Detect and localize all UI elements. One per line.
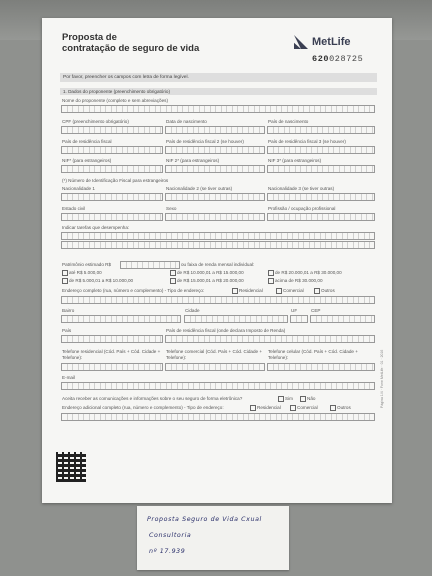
extra-address-type-residential[interactable] bbox=[250, 405, 281, 411]
electronic-yes-option[interactable] bbox=[278, 396, 293, 402]
label-nif-1: NIF* (para estrangeiros) bbox=[62, 158, 112, 163]
electronic-yes-label: Sim bbox=[285, 396, 293, 402]
label-sex: Sexo bbox=[166, 206, 177, 211]
profession-field[interactable] bbox=[267, 213, 375, 221]
checkbox-icon[interactable] bbox=[314, 288, 320, 294]
note-line-2: Consultoria bbox=[149, 532, 192, 539]
uf-field[interactable] bbox=[290, 315, 308, 323]
handwritten-note bbox=[137, 506, 289, 570]
extra-address-commercial-label: Comercial bbox=[297, 405, 318, 411]
income-option-6-label: acima de R$ 30.000,00 bbox=[275, 278, 323, 284]
income-option-1-label: até R$ 5.000,00 bbox=[69, 270, 102, 276]
label-nationality-3: Nacionalidade 3 (se tiver outras) bbox=[268, 186, 335, 191]
country-field[interactable] bbox=[61, 335, 163, 343]
fiscal-country-2-field[interactable] bbox=[165, 146, 265, 154]
label-birth-country: País de nascimento bbox=[268, 119, 309, 124]
label-email: E-mail bbox=[62, 375, 76, 380]
side-print-info: Página 1/4 · Form MetLife · 01 · 2016 bbox=[380, 349, 384, 408]
duties-field-2[interactable] bbox=[61, 241, 375, 249]
electronic-no-option[interactable] bbox=[300, 396, 315, 402]
checkbox-icon[interactable] bbox=[276, 288, 282, 294]
cpf-field[interactable] bbox=[61, 126, 163, 134]
income-option-4-label: de R$ 15.000,01 a R$ 20.000,00 bbox=[177, 278, 244, 284]
label-extra-address: Endereço adicional completo (rua, número e complemento) - Tipo de endereço: bbox=[62, 405, 224, 410]
birth-date-field[interactable] bbox=[165, 126, 265, 134]
label-nif-2: NIF 2* (para estrangeiros) bbox=[166, 158, 220, 163]
name-field[interactable] bbox=[61, 105, 375, 113]
extra-address-other-label: Outros bbox=[337, 405, 351, 411]
nationality-1-field[interactable] bbox=[61, 193, 163, 201]
qr-code bbox=[56, 452, 86, 482]
checkbox-icon[interactable] bbox=[290, 405, 296, 411]
label-profession: Profissão / ocupação profissional bbox=[268, 206, 336, 211]
checkbox-icon[interactable] bbox=[300, 396, 306, 402]
label-cep: CEP bbox=[311, 308, 321, 313]
section-1-header: 1. Dados do proponente (preenchimento obrigatório) bbox=[60, 88, 377, 95]
label-nationality-2: Nacionalidade 2 (se tiver outras) bbox=[166, 186, 233, 191]
label-tax-residence: País de residência fiscal (onde declara Imposto de Renda) bbox=[166, 328, 286, 333]
label-country: País bbox=[62, 328, 72, 333]
nationality-2-field[interactable] bbox=[165, 193, 265, 201]
income-option-1[interactable] bbox=[62, 270, 102, 276]
address-type-residential-label: Residencial bbox=[239, 288, 263, 294]
label-district: Bairro bbox=[62, 308, 75, 313]
proposal-form-sheet bbox=[42, 18, 392, 503]
income-option-5[interactable] bbox=[268, 270, 342, 276]
label-name: Nome do proponente (completo e sem abreviações) bbox=[62, 98, 168, 103]
phone-residential-field[interactable] bbox=[61, 363, 163, 371]
address-type-commercial[interactable] bbox=[276, 288, 304, 294]
income-option-3-label: de R$ 10.000,01 a R$ 15.000,00 bbox=[177, 270, 244, 276]
checkbox-icon[interactable] bbox=[268, 278, 274, 284]
extra-address-residential-label: Residencial bbox=[257, 405, 281, 411]
sex-field[interactable] bbox=[165, 213, 265, 221]
nif-footnote: (*) Número de Identificação Fiscal para estrangeiros bbox=[62, 178, 169, 183]
label-duties: Indicar tarefas que desempenha: bbox=[62, 225, 130, 230]
checkbox-icon[interactable] bbox=[330, 405, 336, 411]
label-uf: UF bbox=[291, 308, 298, 313]
label-nif-3: NIF 3* (para estrangeiros) bbox=[268, 158, 322, 163]
address-type-other-label: Outros bbox=[321, 288, 335, 294]
city-field[interactable] bbox=[184, 315, 288, 323]
checkbox-icon[interactable] bbox=[268, 270, 274, 276]
form-number-prefix: 620 bbox=[312, 54, 330, 64]
title-line-2: contratação de seguro de vida bbox=[62, 43, 200, 54]
label-electronic-communication: Aceita receber as comunicações e informações sobre o seu seguro de forma eletrônica? bbox=[62, 396, 243, 401]
income-option-3[interactable] bbox=[170, 270, 244, 276]
label-city: Cidade bbox=[185, 308, 200, 313]
label-phone-mobile: Telefone celular (Cód. País + Cód. Cidade + Telefone): bbox=[268, 349, 358, 360]
income-option-4[interactable] bbox=[170, 278, 244, 284]
checkbox-icon[interactable] bbox=[170, 270, 176, 276]
address-type-other[interactable] bbox=[314, 288, 335, 294]
label-civil-status: Estado civil bbox=[62, 206, 86, 211]
income-option-5-label: de R$ 20.000,01 a R$ 30.000,00 bbox=[275, 270, 342, 276]
fiscal-country-3-field[interactable] bbox=[267, 146, 375, 154]
brand-name: MetLife bbox=[312, 36, 351, 48]
electronic-no-label: Não bbox=[307, 396, 316, 402]
checkbox-icon[interactable] bbox=[62, 270, 68, 276]
district-field[interactable] bbox=[61, 315, 181, 323]
duties-field-1[interactable] bbox=[61, 232, 375, 240]
estimated-assets-field[interactable] bbox=[120, 261, 180, 269]
checkbox-icon[interactable] bbox=[170, 278, 176, 284]
metlife-mark-icon bbox=[294, 35, 308, 49]
address-field[interactable] bbox=[61, 296, 375, 304]
note-line-3: nº 17.939 bbox=[149, 548, 186, 555]
instruction-bar: Por favor, preencher os campos com letra de forma legível. bbox=[60, 73, 377, 82]
form-number-suffix: 028725 bbox=[329, 54, 364, 64]
address-type-commercial-label: Comercial bbox=[283, 288, 304, 294]
label-fiscal-country: País de residência fiscal bbox=[62, 139, 112, 144]
income-option-2-label: de R$ 5.000,01 a R$ 10.000,00 bbox=[69, 278, 134, 284]
form-number bbox=[312, 54, 363, 64]
label-fiscal-country-2: País de residência fiscal 2 (se houver) bbox=[166, 139, 244, 144]
label-phone-commercial: Telefone comercial (Cód. País + Cód. Cidade + Telefone): bbox=[166, 349, 263, 360]
birth-country-field[interactable] bbox=[267, 126, 375, 134]
label-address: Endereço completo (rua, número e complemento) - Tipo de endereço: bbox=[62, 288, 205, 293]
nif-1-field[interactable] bbox=[61, 165, 163, 173]
label-cpf: CPF (preenchimento obrigatório) bbox=[62, 119, 129, 124]
label-estimated-assets: Patrimônio estimado R$ bbox=[62, 262, 112, 267]
checkbox-icon[interactable] bbox=[250, 405, 256, 411]
label-fiscal-country-3: País de residência fiscal 3 (se houver) bbox=[268, 139, 346, 144]
address-type-residential[interactable] bbox=[232, 288, 263, 294]
checkbox-icon[interactable] bbox=[62, 278, 68, 284]
income-option-2[interactable] bbox=[62, 278, 133, 284]
form-title bbox=[62, 32, 242, 54]
checkbox-icon[interactable] bbox=[232, 288, 238, 294]
extra-address-field[interactable] bbox=[61, 413, 375, 421]
label-nationality-1: Nacionalidade 1 bbox=[62, 186, 95, 191]
nif-3-field[interactable] bbox=[267, 165, 375, 173]
civil-status-field[interactable] bbox=[61, 213, 163, 221]
note-line-1: Proposta Seguro de Vida Cxual bbox=[147, 516, 262, 523]
extra-address-type-other[interactable] bbox=[330, 405, 351, 411]
metlife-logo bbox=[294, 35, 351, 49]
income-option-6[interactable] bbox=[268, 278, 323, 284]
nationality-3-field[interactable] bbox=[267, 193, 375, 201]
email-field[interactable] bbox=[61, 382, 375, 390]
label-phone-residential: Telefone residencial (Cód. País + Cód. Cidade + Telefone): bbox=[62, 349, 161, 360]
title-line-1: Proposta de bbox=[62, 32, 117, 43]
label-birth-date: Data de nascimento bbox=[166, 119, 207, 124]
checkbox-icon[interactable] bbox=[278, 396, 284, 402]
extra-address-type-commercial[interactable] bbox=[290, 405, 318, 411]
cep-field[interactable] bbox=[310, 315, 375, 323]
nif-2-field[interactable] bbox=[165, 165, 265, 173]
phone-commercial-field[interactable] bbox=[165, 363, 265, 371]
tax-residence-field[interactable] bbox=[165, 335, 375, 343]
fiscal-country-field[interactable] bbox=[61, 146, 163, 154]
label-income-range: ou faixa de renda mensal individual: bbox=[181, 262, 255, 267]
phone-mobile-field[interactable] bbox=[267, 363, 375, 371]
